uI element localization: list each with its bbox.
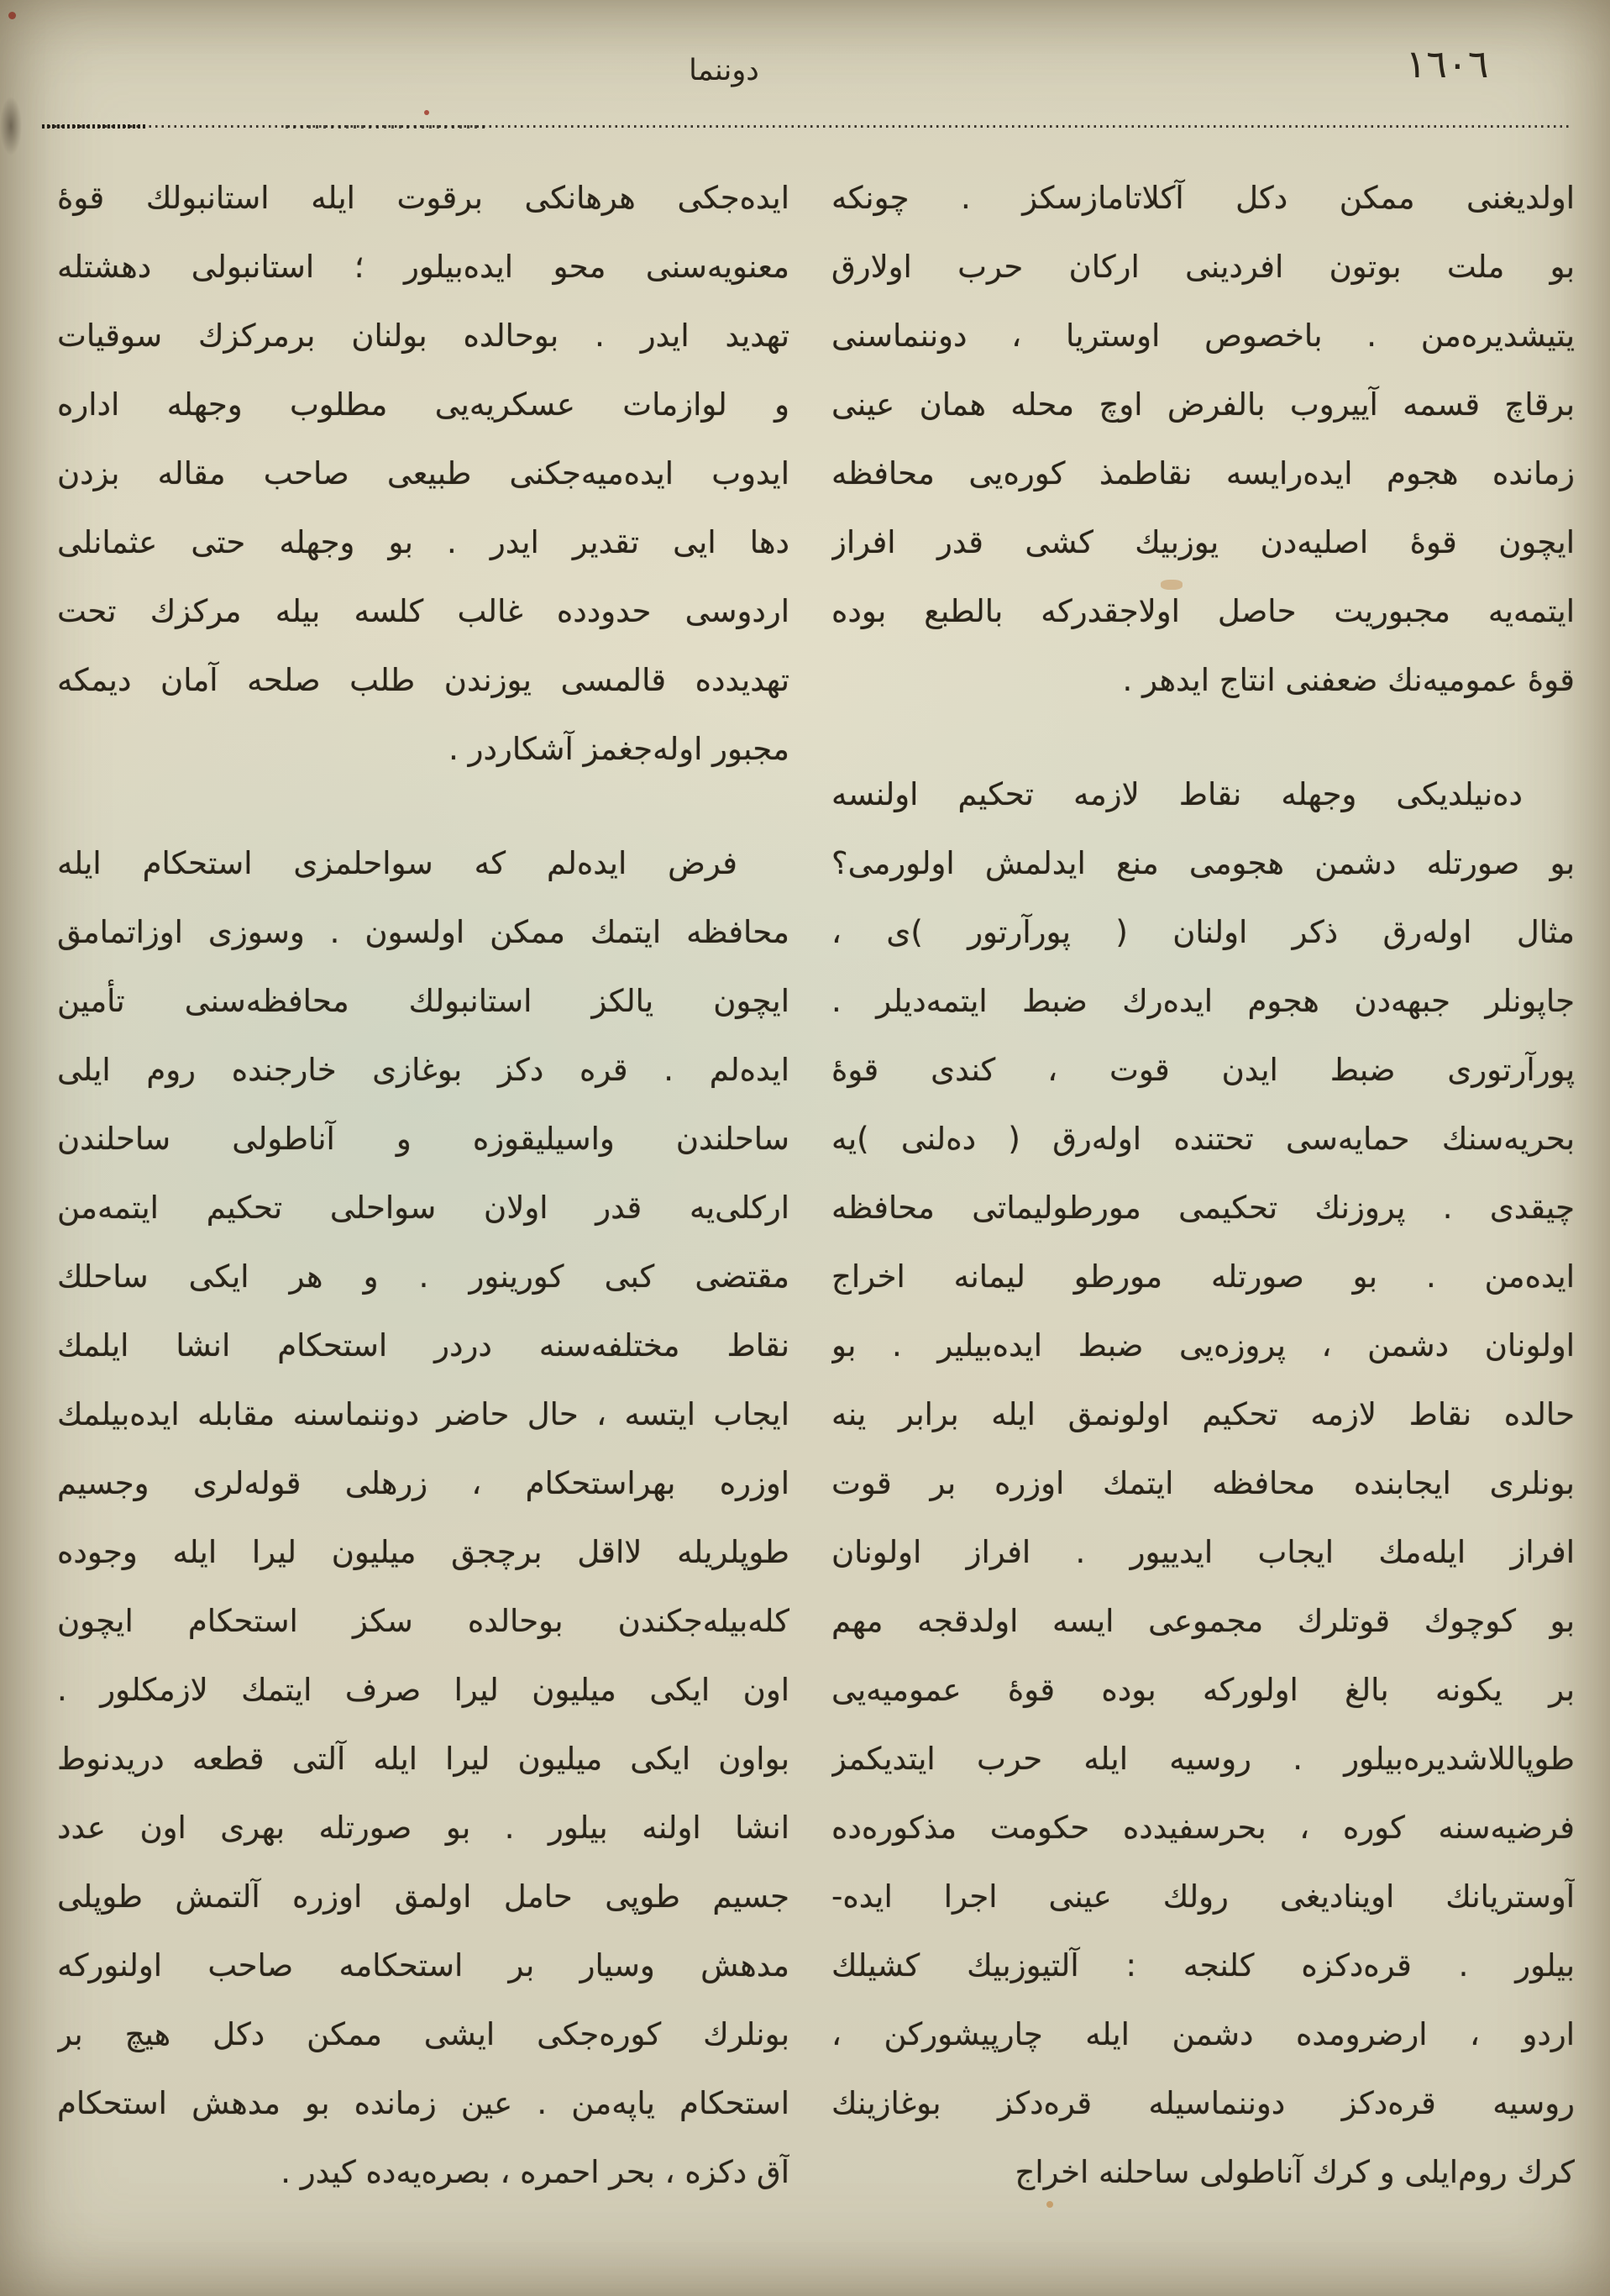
text-line: ايچون قوهٔ اصليه‌دن يوزبيك كشى قدر افراز xyxy=(831,524,1575,560)
text-line: طوپاللاشديره‌بيلور . روسيه ايله حرب ايتديكمز xyxy=(831,1741,1575,1777)
text-line: ده‌نيلديكى وجهله نقاط لازمه تحكيم اولنسه xyxy=(831,776,1523,812)
page-number: ١٦٠٦ xyxy=(1405,41,1489,87)
text-line: آق دكزه ، بحر احمره ، بصره‌يه‌ده كيدر . xyxy=(281,2154,789,2190)
paragraph xyxy=(57,829,789,2207)
text-line: ايتمه‌يه مجبوريت حاصل اولاجقدركه بالطبع بوده xyxy=(831,593,1575,629)
text-line: اون ايكى ميليون ليرا صرف ايتمك لازمكلور . xyxy=(57,1672,789,1708)
text-line: مجبور اوله‌جغمز آشكاردر . xyxy=(448,731,789,767)
text-line: پورآرتورى ضبط ايدن قوت ، كندى قوهٔ xyxy=(831,1052,1575,1088)
text-line: تهديدده قالمسى يوزندن طلب صلحه آمان ديمكه xyxy=(57,662,789,698)
text-line: اولونان دشمن ، پروزه‌يى ضبط ايده‌بيلير . بو xyxy=(831,1327,1575,1363)
text-line: بر يكونه بالغ اولوركه بوده قوهٔ عموميه‌يى xyxy=(831,1672,1575,1708)
text-line: افراز ايله‌مك ايجاب ايدييور . افراز اولونان xyxy=(831,1534,1575,1570)
text-line: آوستريانك اويناديغى رولك عينى اجرا ايده- xyxy=(831,1878,1575,1915)
journal-title: دوننما xyxy=(689,54,759,87)
text-line: چيقدى . پروزنك تحكيمى مورطوليماتى محافظه xyxy=(831,1190,1575,1226)
text-line: و لوازمات عسكريه‌يى مطلوب وجهله اداره xyxy=(57,386,789,423)
text-line: انشا اولنه بيلور . بو صورتله بهرى اون عدد xyxy=(57,1810,789,1846)
text-line: ساحلندن واسيليقوزه و آناطولى ساحلندن xyxy=(57,1121,789,1157)
text-line: اردوسى حدودده غالب كلسه بيله مركزك تحت xyxy=(57,593,789,629)
text-line: ايده‌جكى هرهانكى برقوت ايله استانبولك قوهٔ xyxy=(57,180,789,216)
text-line: معنويه‌سنى محو ايده‌بيلور ؛ استانبولى دهشتله xyxy=(57,249,789,285)
text-line: يتيشديره‌من . باخصوص اوستريا ، دوننماسنى xyxy=(831,318,1575,354)
text-line: نقاط مختلفه‌سنه دردر استحكام انشا ايلمك xyxy=(57,1327,789,1363)
column-left xyxy=(57,164,789,2207)
paragraph xyxy=(831,760,1575,2207)
scan-speck xyxy=(1046,2201,1053,2208)
text-line: كله‌بيله‌جكندن بوحالده سكز استحكام ايچون xyxy=(57,1603,789,1639)
text-line: فرضيه‌سنه كوره ، بحرسفيدده حكومت مذكوره‌ده xyxy=(831,1810,1575,1846)
text-line: دها ايى تقدير ايدر . بو وجهله حتى عثمانلى xyxy=(57,524,789,560)
text-line: بو كوچوك قوتلرك مجموعى ايسه اولدقجه مهم xyxy=(831,1603,1575,1639)
text-line: ايده‌من . بو صورتله مورطو ليمانه اخراج xyxy=(831,1258,1575,1295)
paragraph xyxy=(831,164,1575,715)
text-line: ايجاب ايتسه ، حال حاضر دوننماسنه مقابله ايده‌بيلمك xyxy=(57,1396,789,1432)
column-right xyxy=(831,164,1575,2207)
text-line: جسيم طوپى حامل اولمق اوزره آلتمش طوپلى xyxy=(57,1878,789,1915)
text-line: تهديد ايدر . بوحالده بولنان برمركزك سوقيات xyxy=(57,318,789,354)
text-line: استحكام ياپه‌من . عين زمانده بو مدهش استحكام xyxy=(57,2085,789,2121)
scan-edge-smudge xyxy=(0,97,22,155)
text-line: اردو ، ارضرومده دشمن ايله چارپيشوركن ، xyxy=(831,2016,1575,2052)
text-line: روسيه قره‌دكز دوننماسيله قره‌دكز بوغازينك xyxy=(831,2085,1575,2121)
paragraph xyxy=(57,164,789,784)
text-line: برقاچ قسمه آييروب بالفرض اوچ محله همان عينى xyxy=(831,386,1575,423)
text-line: حالده نقاط لازمه تحكيم اولونمق ايله برابر ينه xyxy=(831,1396,1575,1432)
text-line: اولديغنى ممكن دكل آكلاتامازسكز . چونكه xyxy=(831,180,1575,216)
header-rule xyxy=(42,123,1569,129)
scan-speck xyxy=(1161,580,1183,590)
scan-speck xyxy=(424,110,429,115)
text-line: زمانده هجوم ايده‌رايسه نقاطمذ كوره‌يى محافظه xyxy=(831,455,1575,491)
scan-speck xyxy=(8,12,16,19)
text-line: ايدوب ايده‌ميه‌جكنى طبيعى صاحب مقاله بزدن xyxy=(57,455,789,491)
text-line: ايده‌لم . قره دكز بوغازى خارجنده روم ايلى xyxy=(57,1052,789,1088)
text-line: بونلرى ايجابنده محافظه ايتمك اوزره بر قوت xyxy=(831,1465,1575,1501)
text-line: بحريه‌سنك حمايه‌سى تحتنده اوله‌رق ( ده‌لنى )يه xyxy=(831,1121,1575,1157)
text-line: بيلور . قره‌دكزه كلنجه : آلتيوزبيك كشيلك xyxy=(831,1947,1575,1983)
text-line: كرك روم‌ايلى و كرك آناطولى ساحلنه اخراج xyxy=(1015,2154,1575,2190)
text-line: مدهش وسيار بر استحكامه صاحب اولنوركه xyxy=(57,1947,789,1983)
text-line: محافظه ايتمك ممكن اولسون . وسوزى اوزاتمامق xyxy=(57,914,789,950)
text-line: بونلرك كوره‌جكى ايشى ممكن دكل هيچ بر xyxy=(57,2016,789,2052)
text-line: بو صورتله دشمن هجومى منع ايدلمش اولورمى؟ xyxy=(831,845,1575,881)
text-line: مثال اوله‌رق ذكر اولنان ( پورآرتور )ى ، xyxy=(831,914,1575,950)
text-line: فرض ايده‌لم كه سواحلمزى استحكام ايله xyxy=(57,845,737,881)
text-line: اوزره بهراستحكام ، زرهلى قوله‌لرى وجسيم xyxy=(57,1465,789,1501)
text-line: اركلى‌يه قدر اولان سواحلى تحكيم ايتمه‌من xyxy=(57,1190,789,1226)
text-line: طوپلريله لااقل برچجق ميليون ليرا ايله وجوده xyxy=(57,1534,789,1570)
text-line: ايچون يالكز استانبولك محافظه‌سنى تأمين xyxy=(57,983,789,1019)
text-line: قوهٔ عموميه‌نك ضعفنى انتاج ايدهر . xyxy=(1122,662,1575,698)
text-line: بو ملت بوتون افردينى اركان حرب اولارق xyxy=(831,249,1575,285)
text-line: جاپونلر جبهه‌دن هجوم ايده‌رك ضبط ايتمه‌ديلر . xyxy=(831,983,1575,1019)
text-line: مقتضى كبى كورينور . و هر ايكى ساحلك xyxy=(57,1258,789,1295)
text-line: بواون ايكى ميليون ليرا ايله آلتى قطعه دريدنوط xyxy=(57,1741,789,1777)
